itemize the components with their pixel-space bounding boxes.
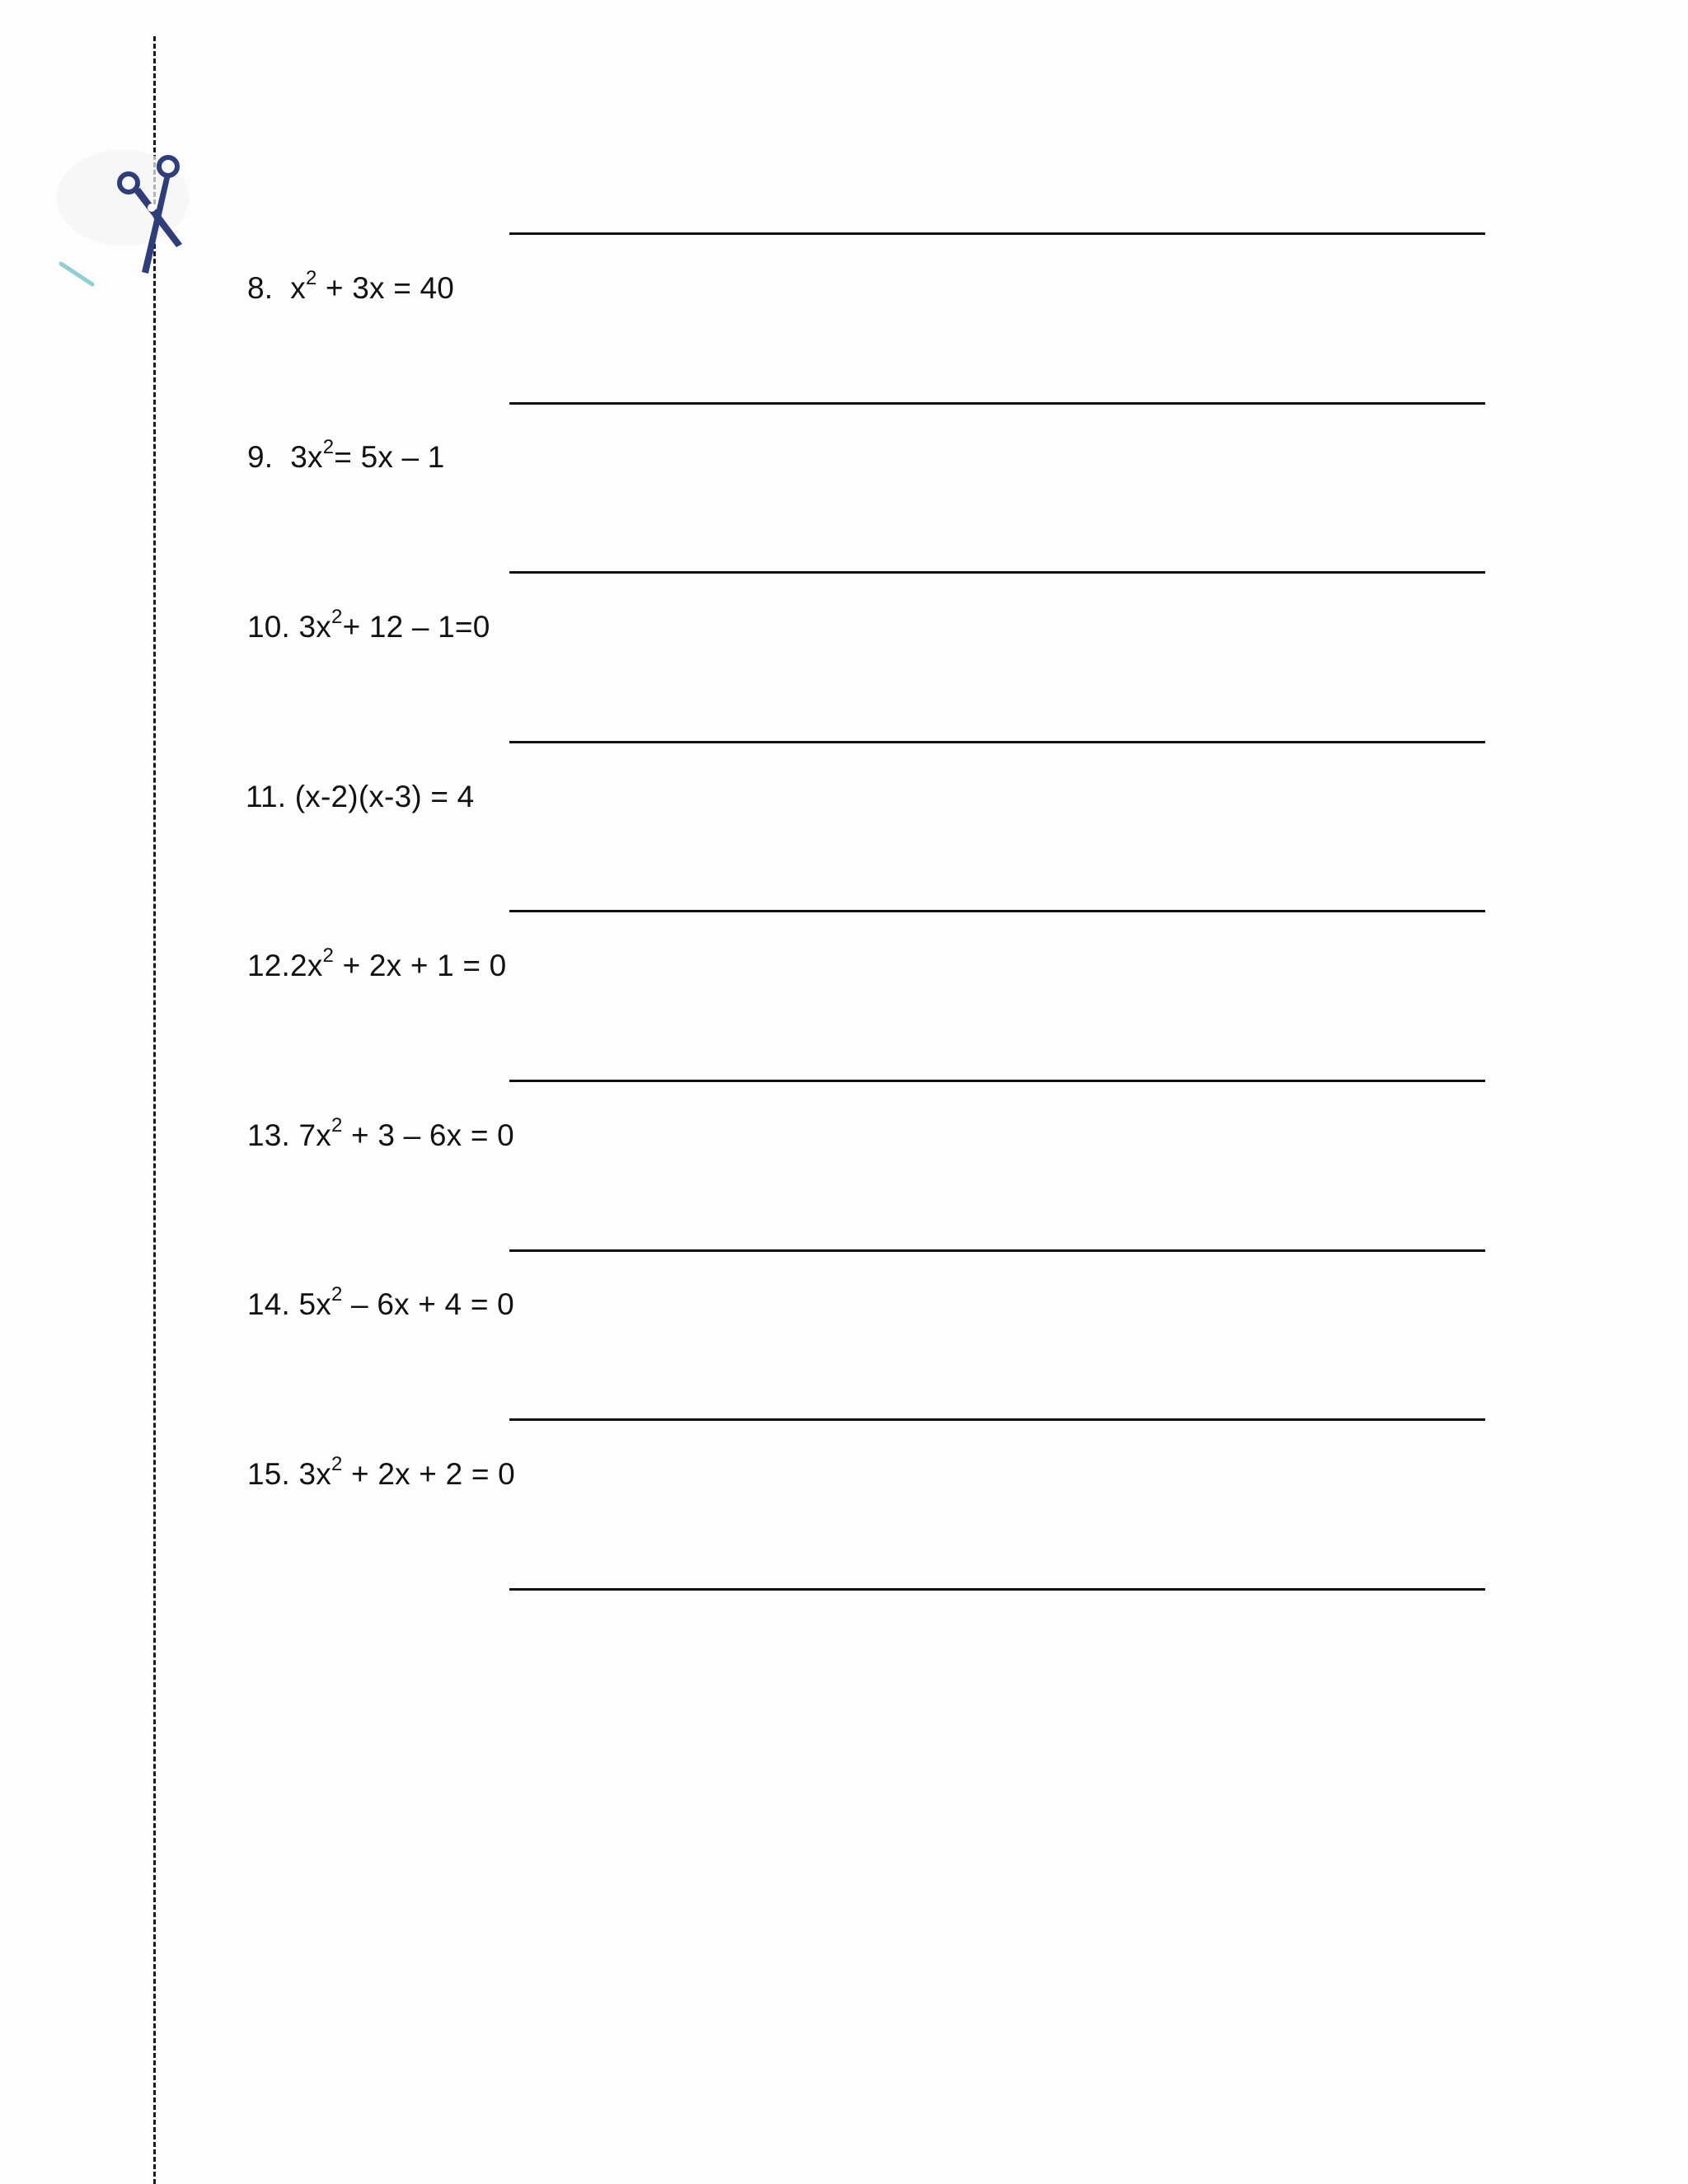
problem-number: 9. — [247, 440, 274, 474]
problem-12 — [247, 944, 507, 984]
answer-line — [509, 1249, 1485, 1252]
equation-rest: + 12 – 1=0 — [342, 610, 490, 644]
problem-13 — [247, 1113, 514, 1154]
answer-line — [509, 910, 1485, 912]
problem-9 — [247, 435, 445, 476]
problem-10 — [247, 605, 490, 645]
equation-base: 3x — [298, 1457, 332, 1491]
equation-rest: + 2x + 1 = 0 — [334, 949, 507, 982]
equation-exponent: 2 — [305, 266, 317, 289]
equation-base: 2x — [290, 949, 323, 982]
equation-rest: + 3x = 40 — [316, 271, 455, 305]
equation-exponent: 2 — [322, 944, 335, 967]
answer-line — [509, 1418, 1485, 1421]
equation-exponent: 2 — [331, 1282, 343, 1305]
problem-number: 12. — [247, 949, 291, 982]
equation-rest: + 3 – 6x = 0 — [342, 1118, 514, 1152]
equation-base: x — [290, 271, 306, 305]
equation-base: 3x — [298, 610, 332, 644]
problem-number: 11. — [246, 780, 287, 813]
problem-8 — [247, 266, 455, 307]
equation-rest: + 2x + 2 = 0 — [342, 1457, 515, 1491]
problem-number: 13. — [247, 1118, 291, 1152]
equation-rest: = 5x – 1 — [334, 440, 445, 474]
answer-line — [509, 571, 1485, 574]
equation-base: 5x — [298, 1287, 332, 1321]
equation-exponent: 2 — [331, 605, 343, 628]
problem-15 — [247, 1452, 515, 1493]
equation-base: (x-2)(x-3) = 4 — [294, 780, 475, 813]
equation-base: 3x — [290, 440, 323, 474]
problem-number: 10. — [247, 610, 291, 644]
problem-14 — [247, 1282, 514, 1323]
problem-number: 8. — [247, 271, 274, 305]
equation-base: 7x — [298, 1118, 332, 1152]
equation-exponent: 2 — [331, 1452, 343, 1475]
problem-number: 14. — [247, 1287, 291, 1321]
problem-number: 15. — [247, 1457, 291, 1491]
answer-line — [509, 232, 1485, 235]
equation-exponent: 2 — [322, 435, 335, 458]
equation-rest: – 6x + 4 = 0 — [342, 1287, 514, 1321]
answer-line — [509, 1588, 1485, 1591]
answer-line — [509, 741, 1485, 743]
equation-exponent: 2 — [331, 1113, 343, 1137]
answer-line — [509, 402, 1485, 405]
problem-11 — [246, 779, 474, 815]
answer-line — [509, 1080, 1485, 1082]
